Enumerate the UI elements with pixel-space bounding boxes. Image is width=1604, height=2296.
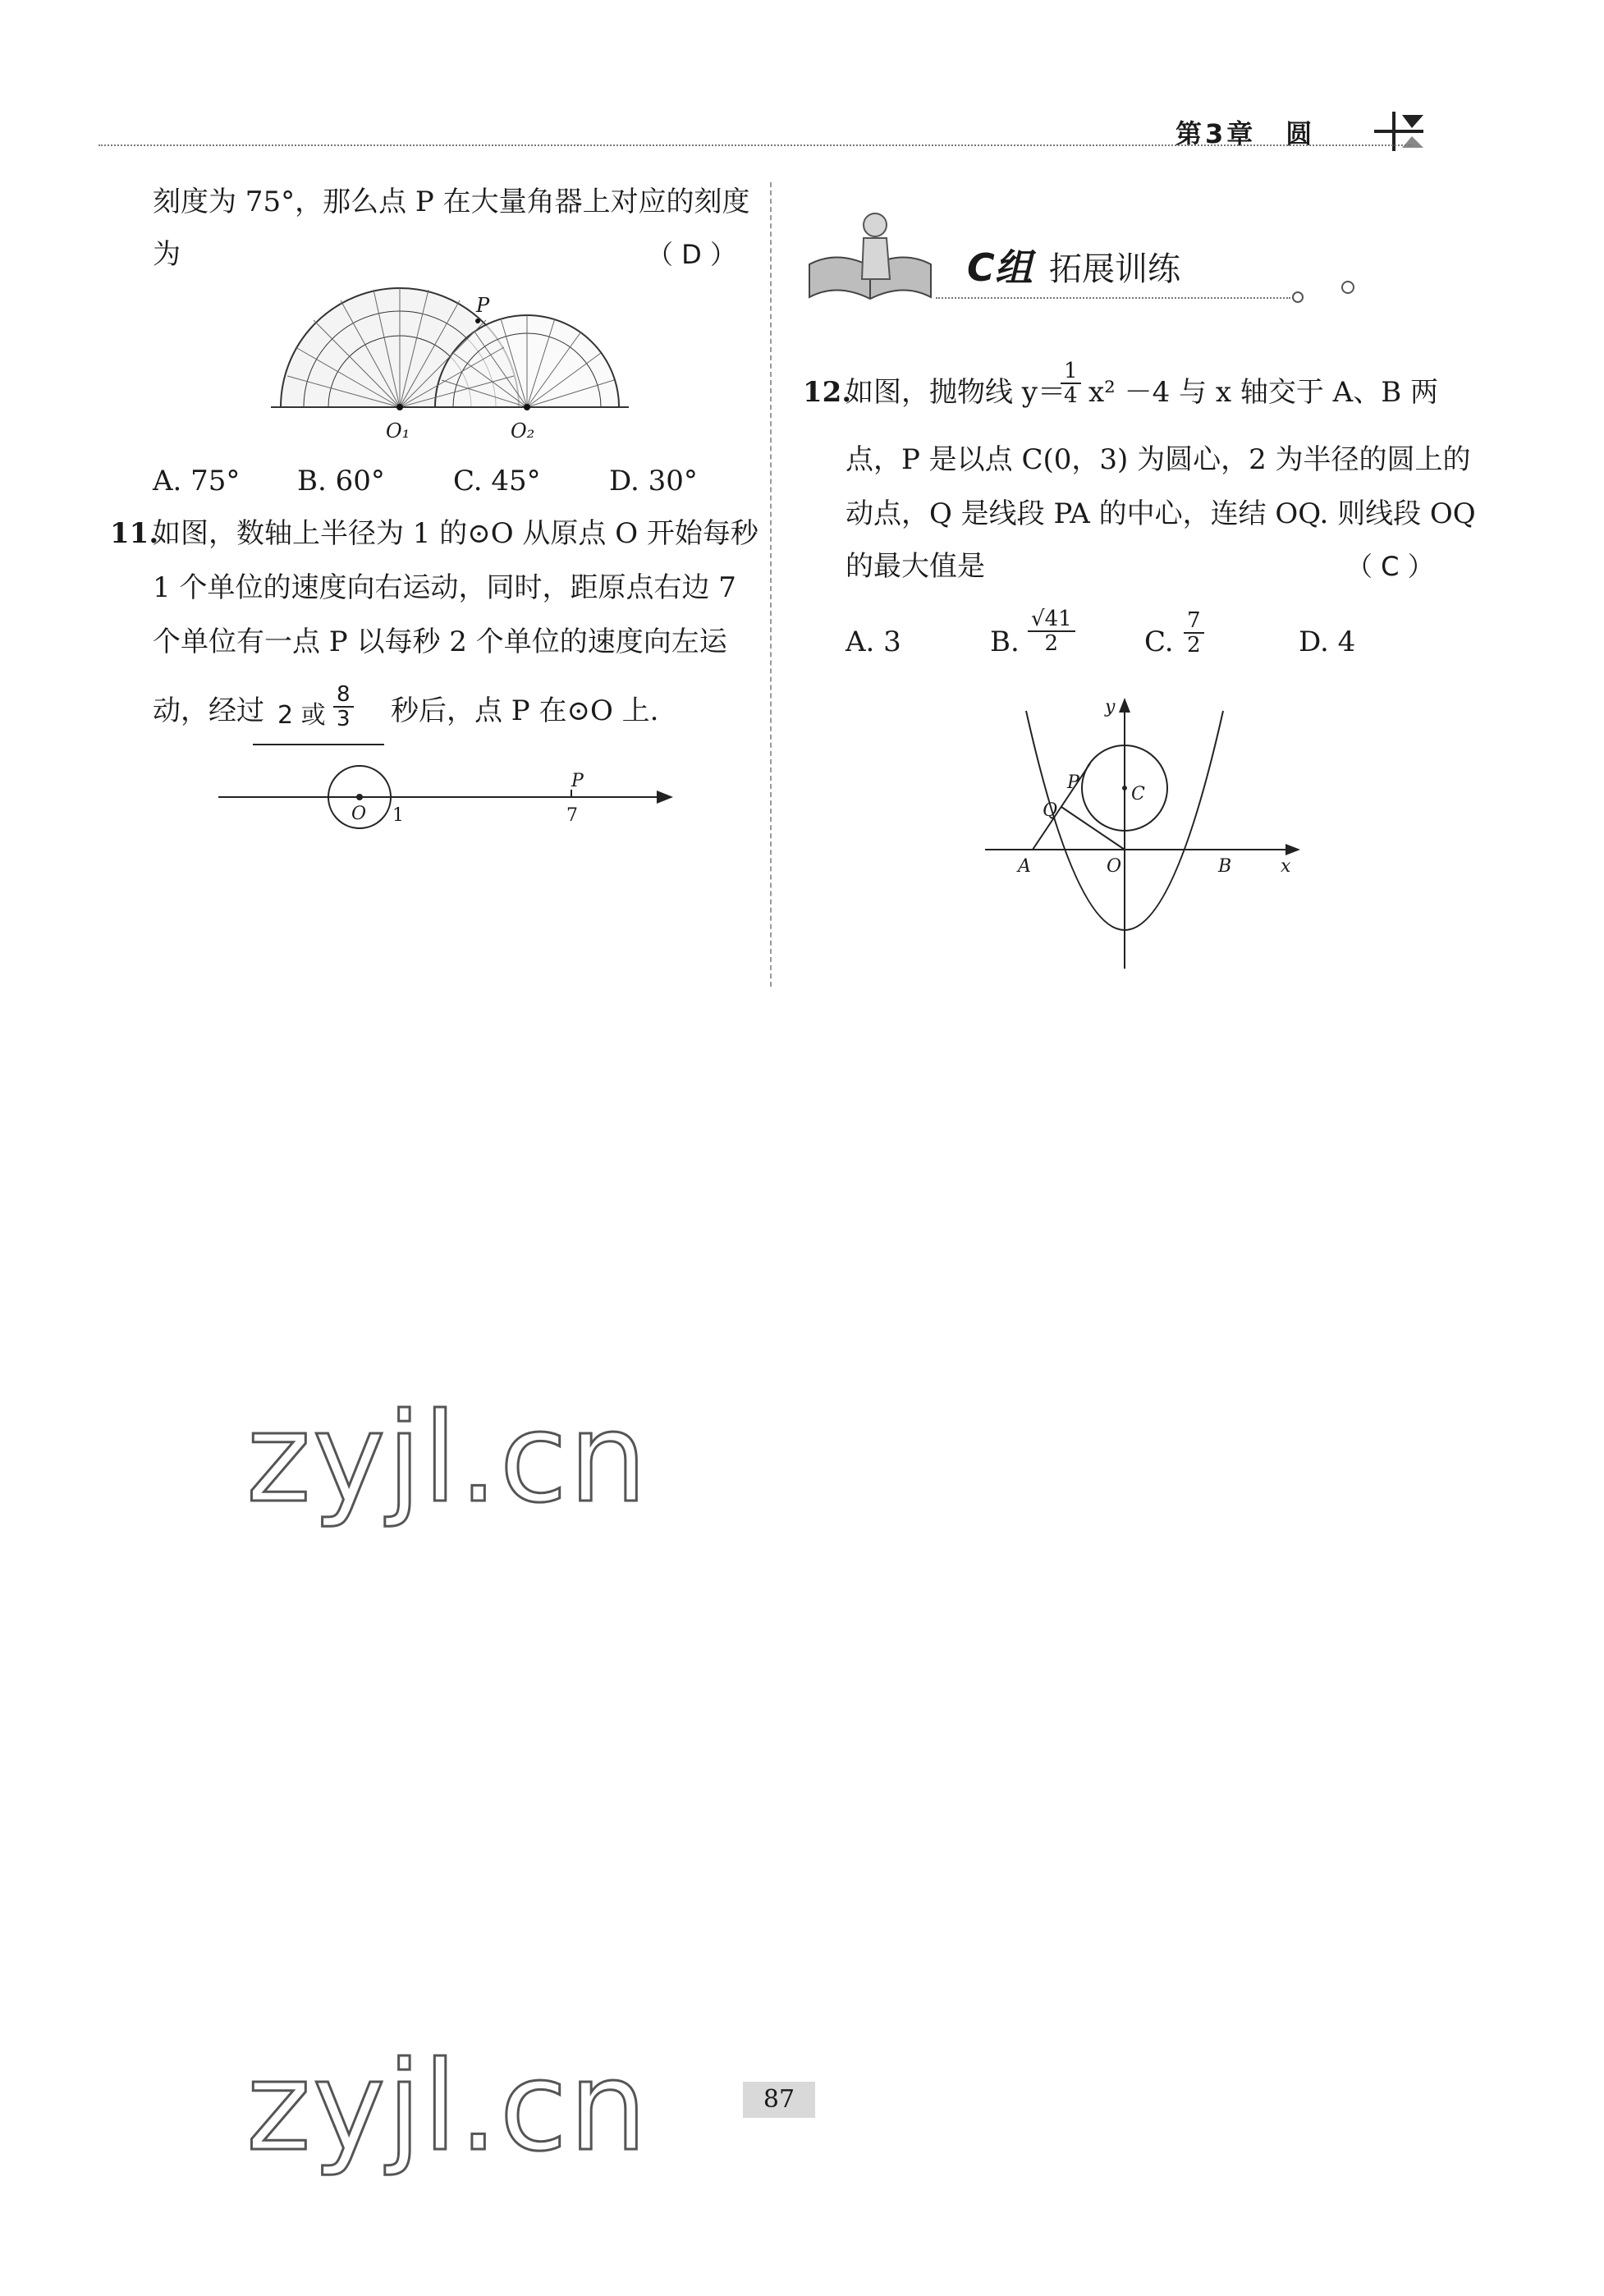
protractor-label-o2: O₂: [511, 419, 535, 442]
number-line-label-1: 1: [392, 805, 404, 826]
q11-answer-blank: [253, 678, 384, 745]
section-rule: [936, 297, 1290, 299]
protractor-label-p: P: [476, 294, 490, 317]
q11-text-line4b: 秒后，点 P 在⊙O 上.: [391, 694, 659, 727]
q12-fraction-numerator: 1: [1061, 360, 1081, 384]
q11-text-line3: 个单位有一点 P 以每秒 2 个单位的速度向左运: [153, 626, 727, 658]
q12-option-a: A. 3: [846, 626, 901, 658]
q12-number: 12.: [803, 376, 852, 409]
q12-option-b-fraction: [1028, 607, 1075, 655]
number-line-label-o: O: [351, 804, 367, 824]
header-corner-icon: [1366, 107, 1432, 159]
header-rule: [99, 144, 1412, 146]
chapter-header: 第3章 圆: [1176, 118, 1316, 149]
page-number: 87: [743, 2082, 815, 2118]
q10-option-c: C. 45°: [453, 465, 541, 497]
parabola-label-c: C: [1131, 784, 1145, 804]
q12-fraction-denominator: 4: [1064, 383, 1078, 408]
protractor-figure: [271, 277, 632, 442]
q11-fraction-numerator: 8: [333, 683, 354, 708]
book-icon: [804, 207, 936, 309]
number-line-label-7: 7: [566, 805, 578, 826]
parabola-label-q: Q: [1043, 800, 1058, 821]
q12-option-b-denominator: 2: [1044, 631, 1059, 656]
q11-text-line2: 1 个单位的速度向右运动，同时，距原点右边 7: [153, 571, 736, 604]
watermark-upper: zyjl.cn: [246, 1387, 649, 1530]
parabola-label-b: B: [1218, 856, 1232, 877]
q10-answer: （ D ）: [647, 239, 736, 270]
q12-text-line4: 的最大值是: [846, 550, 985, 583]
q12-option-c-label: C.: [1144, 626, 1174, 658]
q12-option-c-fraction: [1184, 609, 1204, 657]
q12-option-d: D. 4: [1299, 626, 1356, 658]
parabola-label-y: y: [1105, 697, 1116, 717]
q10-text-line1: 刻度为 75°，那么点 P 在大量角器上对应的刻度: [153, 186, 750, 218]
q12-option-b-label: B.: [990, 626, 1020, 658]
q12-answer: （ C ）: [1346, 551, 1434, 582]
q10-option-a: A. 75°: [153, 465, 241, 497]
number-line-label-p: P: [571, 771, 584, 791]
q11-text-line4a: 动，经过: [153, 694, 264, 727]
q11-text-line1: 如图，数轴上半径为 1 的⊙O 从原点 O 开始每秒: [153, 517, 758, 550]
q12-text-line3: 动点，Q 是线段 PA 的中心，连结 OQ. 则线段 OQ: [846, 497, 1476, 530]
q11-number: 11.: [110, 517, 159, 550]
q12-option-c-numerator: 7: [1184, 609, 1204, 634]
watermark-lower: zyjl.cn: [246, 2036, 649, 2179]
q10-option-b: B. 60°: [297, 465, 385, 497]
protractor-label-o1: O₁: [386, 419, 410, 442]
q12-text-line1a: 如图，抛物线 y＝: [846, 376, 1066, 409]
q10-text-line2: 为: [153, 238, 181, 271]
q11-answer-fraction: [333, 683, 354, 731]
q12-coefficient-fraction: [1061, 360, 1081, 407]
q12-text-line1b: x² －4 与 x 轴交于 A、B 两: [1088, 376, 1438, 409]
q12-text-line2: 点，P 是以点 C(0，3) 为圆心，2 为半径的圆上的: [846, 443, 1471, 476]
parabola-label-x: x: [1281, 856, 1291, 877]
q10-option-d: D. 30°: [609, 465, 698, 497]
section-title: 拓展训练: [1049, 250, 1180, 288]
column-divider: [770, 182, 772, 987]
q12-option-c-denominator: 2: [1187, 633, 1201, 658]
parabola-label-a: A: [1018, 856, 1031, 877]
parabola-figure: [977, 690, 1322, 977]
parabola-label-p: P: [1067, 772, 1079, 793]
q12-option-b-numerator: √41: [1028, 607, 1075, 632]
q11-fraction-denominator: 3: [337, 707, 351, 731]
section-rule-end-circle: [1341, 281, 1354, 294]
parabola-label-o: O: [1107, 856, 1122, 877]
number-line-figure: [213, 762, 681, 844]
section-rule-dot: [1292, 291, 1304, 303]
section-group-label: C组: [967, 245, 1033, 290]
q11-answer-text: 2 或: [277, 701, 326, 730]
